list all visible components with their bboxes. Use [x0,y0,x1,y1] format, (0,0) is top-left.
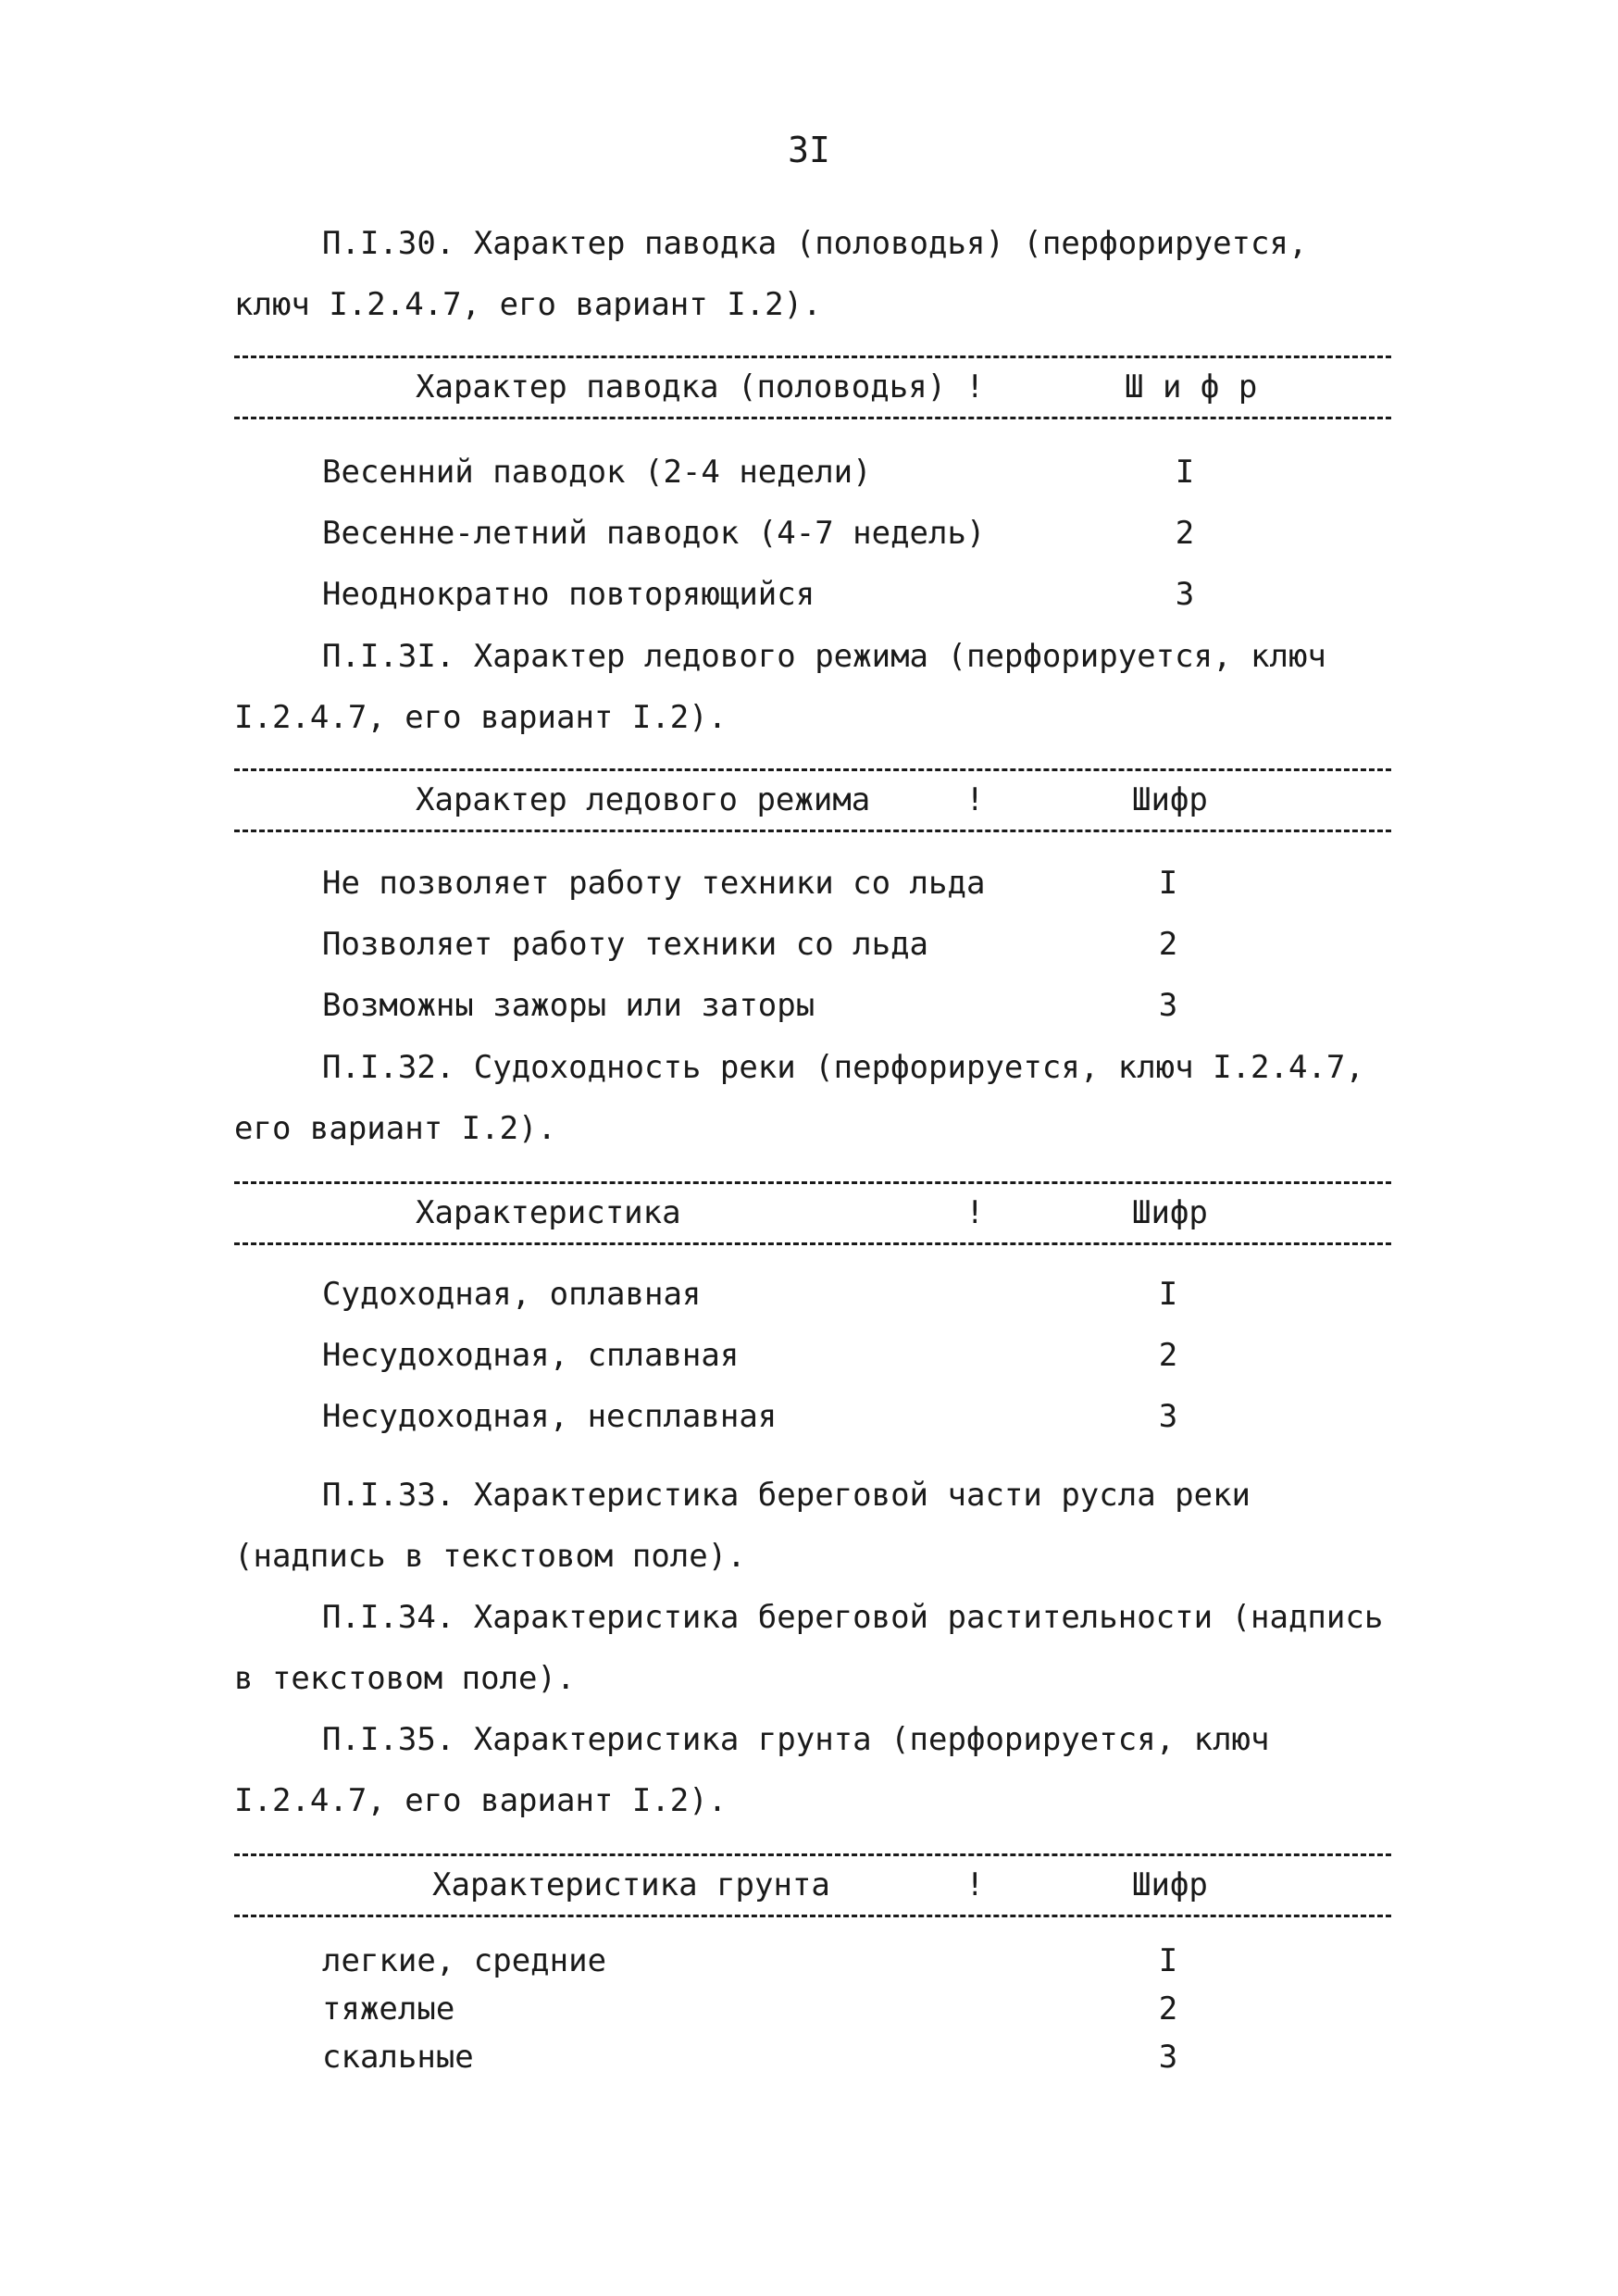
dashed-rule [234,356,1391,358]
list-item-label: Судоходная, оплавная [322,1276,702,1313]
paragraph-p1-30: П.I.30. Характер паводка (половодья) (перфорируется, ключ I.2.4.7, его вариант I.2). [234,225,1308,323]
paragraph-p1-31: П.I.3I. Характер ледового режима (перфорируется, ключ I.2.4.7, его вариант I.2). [234,638,1326,736]
paragraph-p1-33: П.I.33. Характеристика береговой части русла реки (надпись в текстовом поле). [234,1477,1251,1575]
list-item-label: легкие, средние [322,1942,607,1979]
dashed-rule [234,1181,1391,1184]
dashed-rule [234,1853,1391,1856]
list-item-code: 2 [1158,1990,1178,2028]
list-item-code: 2 [1175,515,1195,552]
list-item-label: тяжелые [322,1990,455,2028]
header-code: Шифр [1132,1194,1208,1231]
list-item-code: I [1158,865,1178,902]
page-number: 3I [788,130,830,170]
dashed-rule [234,417,1391,419]
table-header [234,356,1391,418]
list-item-label: Весенне-летний паводок (4-7 недель) [322,515,986,552]
table-header [234,1181,1391,1244]
list-item-label: Возможны зажоры или заторы [322,987,815,1024]
paragraph-p1-35: П.I.35. Характеристика грунта (перфорируется, ключ I.2.4.7, его вариант I.2). [234,1721,1270,1819]
list-item-code: 3 [1158,2039,1178,2076]
list-item-label: Позволяет работу техники со льда [322,926,929,963]
header-name: Характеристика [416,1194,681,1231]
header-code: Шифр [1132,781,1208,818]
header-name: Характер паводка (половодья) [416,368,947,406]
list-item-label: Неоднократно повторяющийся [322,576,815,613]
list-item-label: Несудоходная, несплавная [322,1398,778,1435]
list-item-label: скальные [322,2039,474,2076]
list-item-code: 2 [1158,1337,1178,1374]
list-item-code: I [1158,1942,1178,1979]
paragraph-p1-34: П.I.34. Характеристика береговой растительности (надпись в текстовом поле). [234,1599,1384,1697]
list-item-code: 3 [1158,987,1178,1024]
header-separator: ! [965,1194,985,1231]
dashed-rule [234,768,1391,771]
header-separator: ! [965,781,985,818]
list-item-code: I [1175,454,1195,491]
dashed-rule [234,1242,1391,1245]
list-item-code: 2 [1158,926,1178,963]
header-name: Характер ледового режима [416,781,871,818]
list-item-label: Несудоходная, сплавная [322,1337,740,1374]
header-code: Шифр [1132,1866,1208,1903]
header-code: Ш и ф р [1125,368,1258,406]
table-header [234,1853,1391,1916]
list-item-label: Не позволяет работу техники со льда [322,865,986,902]
paragraph-p1-32: П.I.32. Судоходность реки (перфорируется, ключ I.2.4.7, его вариант I.2). [234,1049,1364,1147]
dashed-rule [234,1915,1391,1917]
header-name: Характеристика грунта [432,1866,830,1903]
list-item-code: 3 [1158,1398,1178,1435]
header-separator: ! [965,1866,985,1903]
list-item-label: Весенний паводок (2-4 недели) [322,454,872,491]
table-header [234,768,1391,831]
list-item-code: I [1158,1276,1178,1313]
header-separator: ! [965,368,985,406]
list-item-code: 3 [1175,576,1195,613]
dashed-rule [234,830,1391,832]
